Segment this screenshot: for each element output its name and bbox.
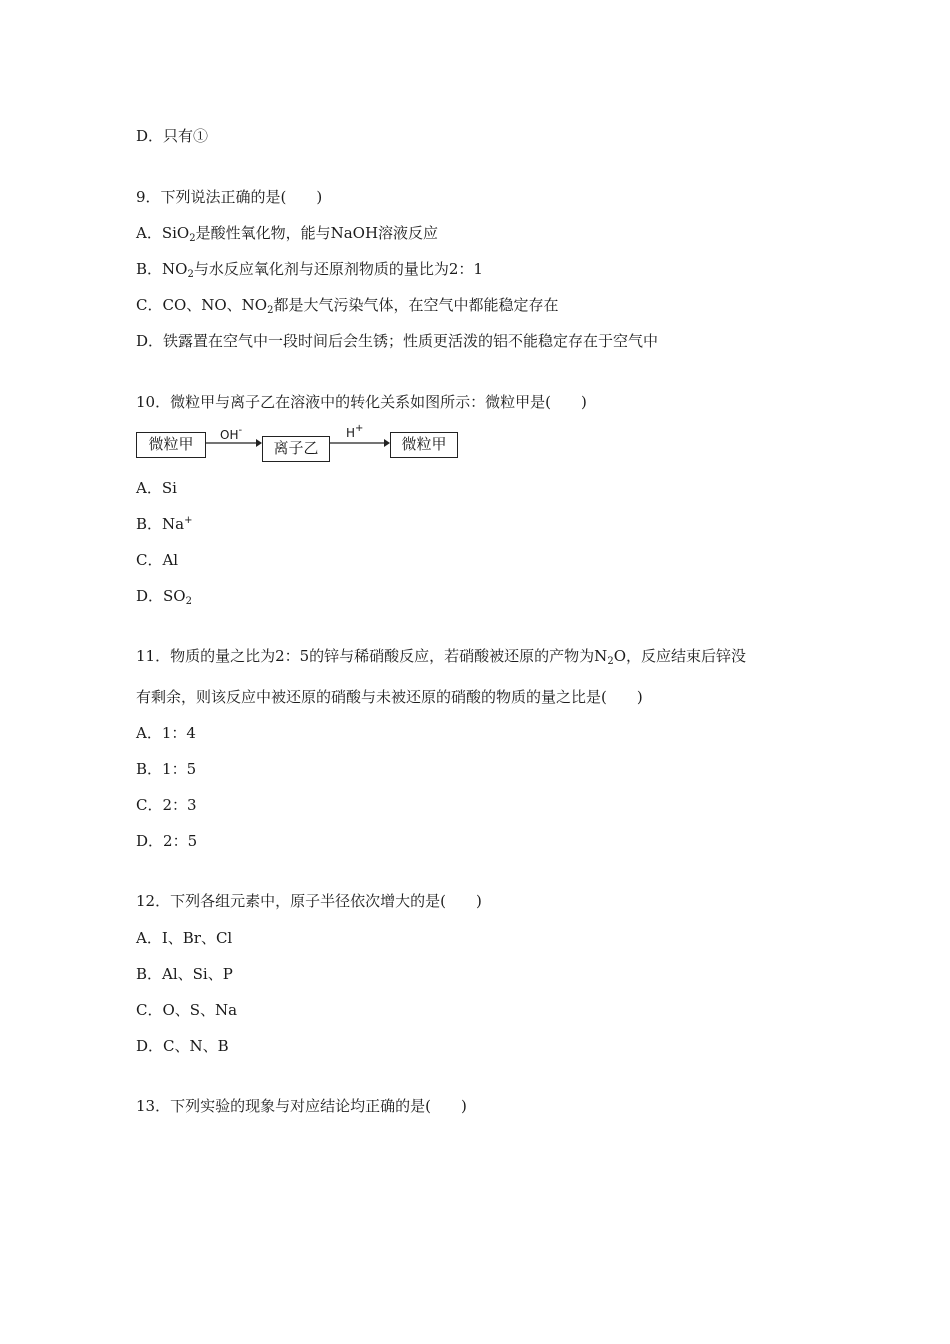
- question-9-option-d: D．铁露置在空气中一段时间后会生锈；性质更活泼的铝不能稳定存在于空气中: [136, 332, 659, 350]
- question-10-option-c: C．Al: [136, 551, 179, 569]
- question-11-option-c: C．2：3: [136, 796, 197, 814]
- question-9-option-b: B．$NO_2$与水反应氧化剂与还原剂物质的量比为2：1: [136, 260, 483, 280]
- question-13-stem: 13．下列实验的现象与对应结论均正确的是( ): [136, 1097, 467, 1115]
- question-12-stem: 12．下列各组元素中，原子半径依次增大的是( ): [136, 892, 482, 910]
- diagram-box-particle-a: 微粒甲: [136, 432, 206, 458]
- question-10-option-a: A．Si: [136, 479, 177, 497]
- question-8-option-d: D．只有①: [136, 127, 209, 145]
- question-12-option-a: A．I、Br、Cl: [136, 929, 233, 947]
- question-11-option-d: D．2：5: [136, 832, 198, 850]
- question-9-option-c: C．CO、NO、$NO_2$都是大气污染气体，在空气中都能稳定存在: [136, 296, 559, 316]
- diagram-arrow-label-hydrogen: H+: [346, 423, 364, 440]
- question-12-option-d: D．C、N、B: [136, 1037, 229, 1055]
- diagram-arrow-2: [330, 438, 390, 448]
- question-11-stem-line-1: 11．物质的量之比为2：5的锌与稀硝酸反应，若硝酸被还原的产物为$N_2O$，反应结束后锌没: [136, 647, 746, 667]
- question-9-stem: 9．下列说法正确的是( ): [136, 188, 323, 206]
- diagram-arrow-label-hydroxide: OH-: [220, 425, 243, 442]
- diagram-box-particle-a-result: 微粒甲: [390, 432, 458, 458]
- conversion-diagram: [136, 423, 476, 466]
- question-11-option-b: B．1：5: [136, 760, 197, 778]
- diagram-box-ion-b: 离子乙: [262, 436, 330, 462]
- question-10-option-b: B．Na+: [136, 515, 193, 533]
- question-11-stem-line-2: 有剩余，则该反应中被还原的硝酸与未被还原的硝酸的物质的量之比是( ): [136, 688, 643, 706]
- question-10-option-d: D．$SO_2$: [136, 587, 192, 607]
- question-10-stem: 10．微粒甲与离子乙在溶液中的转化关系如图所示：微粒甲是( ): [136, 393, 587, 411]
- question-12-option-c: C．O、S、Na: [136, 1001, 238, 1019]
- question-9-option-a: A．SiO$_2$是酸性氧化物，能与NaOH溶液反应: [136, 224, 439, 244]
- question-12-option-b: B．Al、Si、P: [136, 965, 233, 983]
- diagram-arrow-1: [206, 438, 262, 448]
- question-11-option-a: A．1：4: [136, 724, 196, 742]
